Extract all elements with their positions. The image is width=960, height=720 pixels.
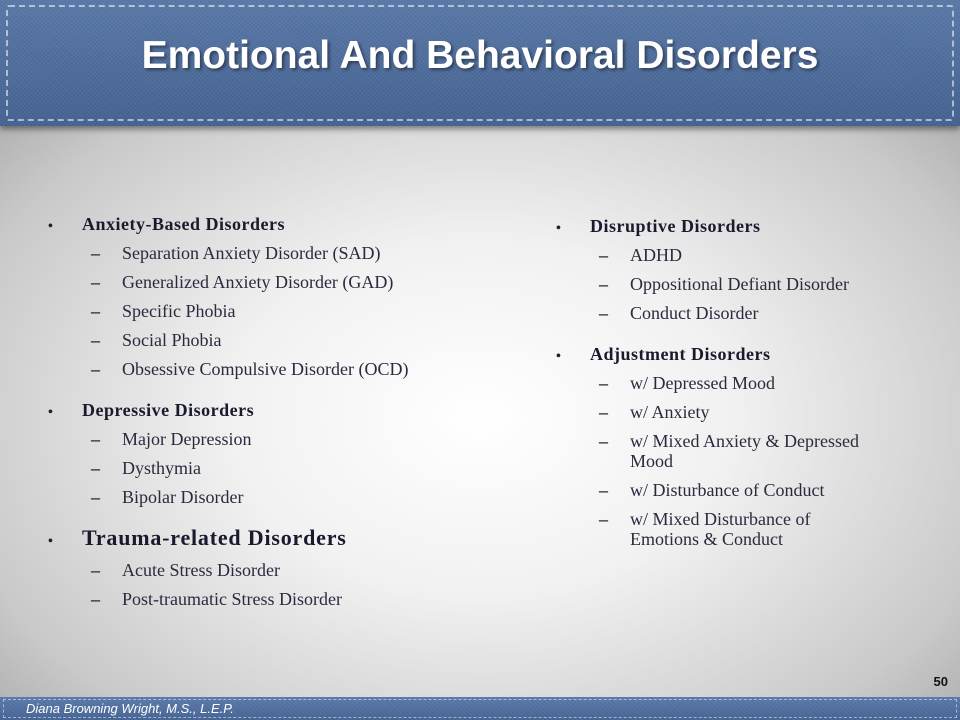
dash-icon: – bbox=[91, 487, 100, 507]
list-item: – w/ Disturbance of Conduct bbox=[599, 480, 825, 500]
list-item: – Separation Anxiety Disorder (SAD) bbox=[91, 243, 381, 263]
section-heading bbox=[48, 214, 538, 237]
list-item: – Oppositional Defiant Disorder bbox=[599, 274, 849, 294]
section-heading bbox=[48, 526, 538, 554]
dash-icon: – bbox=[599, 431, 608, 451]
footer-author: Diana Browning Wright, M.S., L.E.P. bbox=[26, 701, 234, 716]
section-heading bbox=[556, 216, 960, 239]
dash-icon: – bbox=[599, 373, 608, 393]
dash-icon: – bbox=[91, 301, 100, 321]
list-item: – w/ Mixed Anxiety & Depressed Mood bbox=[599, 431, 859, 471]
slide-title: Emotional And Behavioral Disorders bbox=[141, 34, 819, 77]
list-item: – Specific Phobia bbox=[91, 301, 236, 321]
list-item: – Acute Stress Disorder bbox=[91, 560, 280, 580]
bullet-icon: • bbox=[556, 221, 562, 236]
bullet-icon: • bbox=[48, 219, 54, 234]
heading-text: Disruptive Disorders bbox=[590, 216, 761, 236]
dash-icon: – bbox=[599, 480, 608, 500]
list-item: – Major Depression bbox=[91, 429, 252, 449]
heading-text: Depressive Disorders bbox=[82, 400, 255, 420]
sub-list bbox=[48, 429, 538, 507]
list-item: – Social Phobia bbox=[91, 330, 222, 350]
sub-list bbox=[48, 560, 538, 609]
dash-icon: – bbox=[91, 330, 100, 350]
list-item: – w/ Anxiety bbox=[599, 402, 710, 422]
bullet-icon: • bbox=[48, 405, 54, 420]
dash-icon: – bbox=[599, 509, 608, 529]
dash-icon: – bbox=[599, 303, 608, 323]
section-anxiety bbox=[48, 214, 538, 388]
list-item: – w/ Depressed Mood bbox=[599, 373, 775, 393]
dash-icon: – bbox=[599, 274, 608, 294]
list-item: – ADHD bbox=[599, 245, 682, 265]
heading-text: Trauma-related Disorders bbox=[82, 525, 347, 550]
dash-icon: – bbox=[599, 245, 608, 265]
footer-bar bbox=[0, 697, 960, 720]
list-item: – Dysthymia bbox=[91, 458, 201, 478]
heading-text: Anxiety-Based Disorders bbox=[82, 214, 285, 234]
heading-text: Adjustment Disorders bbox=[590, 344, 771, 364]
sub-list bbox=[48, 243, 538, 379]
section-adjustment bbox=[556, 344, 960, 558]
dash-icon: – bbox=[91, 272, 100, 292]
list-item: – Obsessive Compulsive Disorder (OCD) bbox=[91, 359, 409, 379]
dash-icon: – bbox=[91, 429, 100, 449]
list-item: – Bipolar Disorder bbox=[91, 487, 244, 507]
sub-list bbox=[556, 245, 960, 323]
dash-icon: – bbox=[91, 589, 100, 609]
dash-icon: – bbox=[91, 458, 100, 478]
section-heading bbox=[48, 400, 538, 423]
dash-icon: – bbox=[91, 243, 100, 263]
title-bar bbox=[0, 0, 960, 126]
section-disruptive bbox=[556, 216, 960, 332]
bullet-icon: • bbox=[48, 534, 54, 549]
dash-icon: – bbox=[599, 402, 608, 422]
list-item: – Post-traumatic Stress Disorder bbox=[91, 589, 342, 609]
list-item: – Generalized Anxiety Disorder (GAD) bbox=[91, 272, 394, 292]
bullet-icon: • bbox=[556, 349, 562, 364]
section-heading bbox=[556, 344, 960, 367]
dash-icon: – bbox=[91, 359, 100, 379]
section-trauma bbox=[48, 526, 538, 618]
list-item: – w/ Mixed Disturbance of Emotions & Conduct bbox=[599, 509, 811, 549]
list-item: – Conduct Disorder bbox=[599, 303, 759, 323]
page-number: 50 bbox=[933, 674, 948, 689]
section-depressive bbox=[48, 400, 538, 516]
sub-list bbox=[556, 373, 960, 549]
dash-icon: – bbox=[91, 560, 100, 580]
